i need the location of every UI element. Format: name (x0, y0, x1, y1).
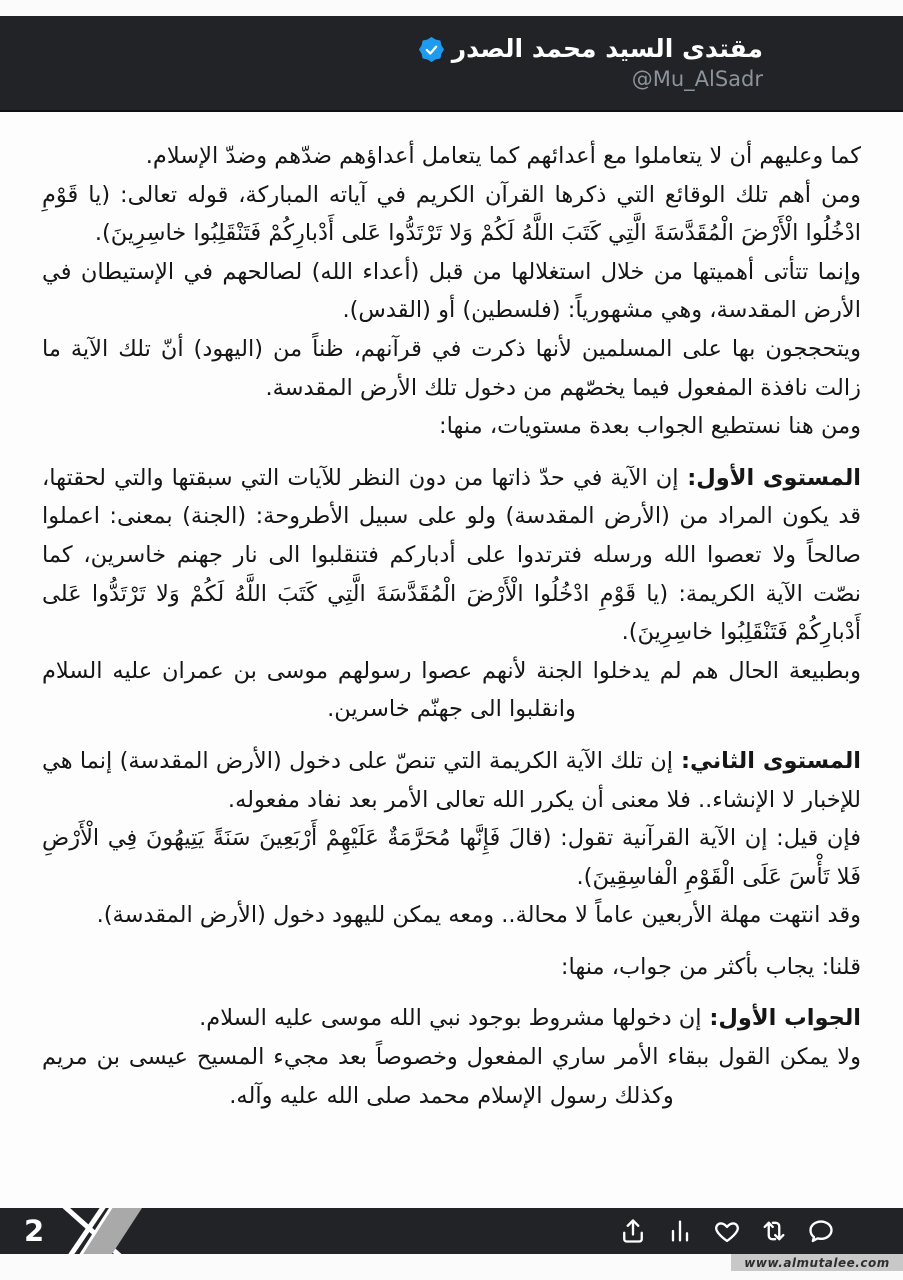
comment-bubble-icon (807, 1217, 835, 1245)
retweet-icon (760, 1217, 788, 1245)
retweet-button[interactable] (760, 1217, 788, 1245)
paragraph-lead: المستوى الأول: (678, 464, 861, 491)
post-paragraph: ويتحججون بها على المسلمين لأنها ذكرت في قرآنهم، ظناً من (اليهود) أنّ تلك الآية ما زالت نافذة المفعول فيما يخصّهم من دخول تلك الأرض المقدسة. (42, 335, 861, 401)
x-brand-logo-icon (58, 1208, 150, 1254)
verified-badge-icon (419, 37, 444, 62)
paragraph-lead: المستوى الثاني: (673, 747, 861, 774)
tweet-actions (619, 1217, 835, 1245)
post-paragraph: وبطبيعة الحال هم لم يدخلوا الجنة لأنهم عصوا رسولهم موسى بن عمران عليه السلام وانقلبوا الى جهنّم خاسرين. (42, 657, 861, 723)
tweet-header (0, 16, 903, 112)
post-paragraph: وقد انتهت مهلة الأربعين عاماً لا محالة.. ومعه يمكن لليهود دخول (الأرض المقدسة). (96, 902, 861, 929)
analytics-icon (666, 1217, 694, 1245)
post-paragraph: ومن هنا نستطيع الجواب بعدة مستويات، منها: (439, 413, 861, 440)
watermark: www.almutalee.com (731, 1254, 903, 1271)
post-paragraph: ومن أهم تلك الوقائع التي ذكرها القرآن الكريم في آياته المباركة، قوله تعالى: (يا قَوْمِ ادْخُلُوا الْأَرْضَ الْمُقَدَّسَةَ الَّتِي كَتَبَ اللَّهُ لَكُمْ وَلا تَرْتَدُّوا عَلى أَدْبارِكُمْ فَتَنْقَلِبُوا خاسِرِينَ). (42, 181, 861, 247)
share-icon (619, 1217, 647, 1245)
post-paragraph: المستوى الثاني: إن تلك الآية الكريمة التي تنصّ على دخول (الأرض المقدسة) إنما هي للإخبار لا الإنشاء.. فلا معنى أن يكرر الله تعالى الأمر بعد نفاد مفعوله. (42, 747, 861, 813)
paragraph-lead: الجواب الأول: (701, 1005, 861, 1032)
bottom-margin-strip (0, 1254, 903, 1280)
display-name[interactable]: مقتدى السيد محمد الصدر (451, 34, 763, 64)
footer-left-group (24, 1208, 150, 1254)
post-paragraph: كما وعليهم أن لا يتعاملوا مع أعدائهم كما يتعامل أعداؤهم ضدّهم وضدّ الإسلام. (145, 143, 861, 169)
analytics-button[interactable] (666, 1217, 694, 1245)
post-paragraph: قلنا: يجاب بأكثر من جواب، منها: (560, 953, 861, 980)
share-button[interactable] (619, 1217, 647, 1245)
user-handle[interactable]: @Mu_AlSadr (631, 66, 763, 91)
page-number: 2 (24, 1213, 45, 1248)
like-button[interactable] (713, 1217, 741, 1245)
post-body (0, 112, 903, 1208)
reply-button[interactable] (807, 1217, 835, 1245)
post-paragraph: ولا يمكن القول ببقاء الأمر ساري المفعول وخصوصاً بعد مجيء المسيح عيسى بن مريم وكذلك رسول الإسلام محمد صلى الله عليه وآله. (42, 1044, 861, 1109)
footer-bar (0, 1208, 903, 1254)
top-margin-strip (0, 0, 903, 16)
post-paragraph: فإن قيل: إن الآية القرآنية تقول: (قالَ فَإِنَّها مُحَرَّمَةٌ عَلَيْهِمْ أَرْبَعِينَ سَنَةً يَتِيهُونَ فِي الْأَرْضِ فَلا تَأْسَ عَلَى الْقَوْمِ الْفاسِقِينَ). (42, 825, 861, 890)
post-paragraph: وإنما تتأتى أهميتها من خلال استغلالها من قبل (أعداء الله) لصالحهم في الإستيطان في الأرض المقدسة، وهي مشهورياً: (فلسطين) أو (القدس). (42, 258, 861, 324)
post-paragraph: الجواب الأول: إن دخولها مشروط بوجود نبي الله موسى عليه السلام. (199, 1005, 861, 1032)
author-name-row (0, 35, 763, 63)
post-paragraph: المستوى الأول: إن الآية في حدّ ذاتها من دون النظر للآيات التي سبقتها والتي لحقتها، قد يكون المراد من (الأرض المقدسة) ولو على سبيل الأطروحة: (الجنة) بمعنى: اعملوا صالحاً ولا تعصوا الله ورسله فترتدوا على أدباركم فتنقلبوا الى نار جهنم خاسرين، كما نصّت الآية الكريمة: (يا قَوْمِ ادْخُلُوا الْأَرْضَ الْمُقَدَّسَةَ الَّتِي كَتَبَ اللَّهُ لَكُمْ وَلا تَرْتَدُّوا عَلى أَدْبارِكُمْ فَتَنْقَلِبُوا خاسِرِينَ). (42, 464, 861, 646)
heart-icon (713, 1217, 741, 1245)
